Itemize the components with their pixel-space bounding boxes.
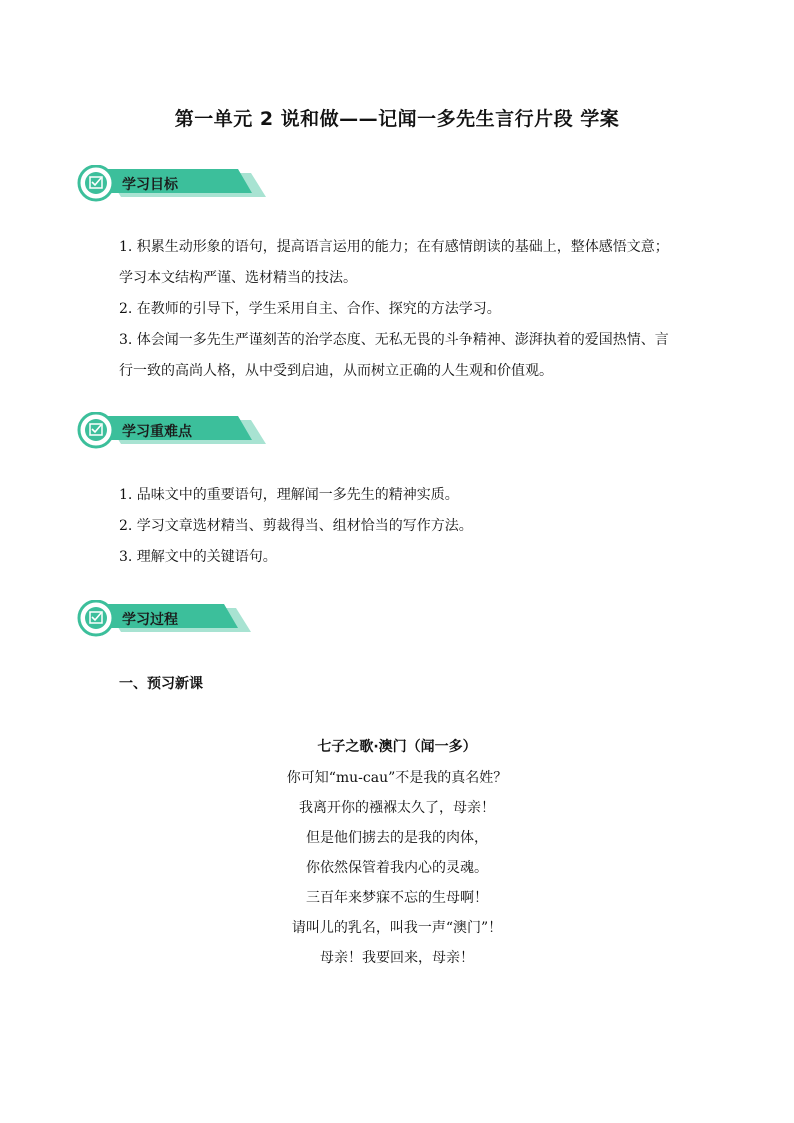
poem-line: 你可知“mu-cau”不是我的真名姓？ bbox=[286, 770, 508, 786]
section-banner-key-points bbox=[76, 412, 266, 452]
poem-line: 请叫儿的乳名，叫我一声“澳门”！ bbox=[291, 920, 503, 936]
list-item: 1. 积累生动形象的语句，提高语言运用的能力；在有感情朗读的基础上，整体感悟文意；学习本文结构严谨、选材精当的技法。 bbox=[119, 239, 669, 286]
list-item: 3. 体会闻一多先生严谨刻苦的治学态度、无私无畏的斗争精神、澎湃执着的爱国热情、言行一致的高尚人格，从中受到启迪，从而树立正确的人生观和价值观。 bbox=[119, 332, 669, 379]
goals-list bbox=[119, 232, 679, 387]
poem-line: 我离开你的襁褓太久了，母亲！ bbox=[299, 800, 495, 816]
key-points-list bbox=[119, 480, 679, 573]
check-icon bbox=[76, 600, 116, 636]
poem bbox=[0, 735, 794, 973]
poem-line: 你依然保管着我内心的灵魂。 bbox=[306, 860, 488, 876]
section-subheading: 一、预习新课 bbox=[119, 676, 203, 692]
poem-line: 三百年来梦寐不忘的生母啊！ bbox=[306, 890, 488, 906]
banner-label: 学习过程 bbox=[122, 612, 178, 628]
banner-label: 学习目标 bbox=[122, 177, 178, 193]
poem-line: 但是他们掳去的是我的肉体， bbox=[306, 830, 488, 846]
list-item: 1. 品味文中的重要语句，理解闻一多先生的精神实质。 bbox=[119, 487, 459, 503]
list-item: 3. 理解文中的关键语句。 bbox=[119, 549, 277, 565]
poem-line: 母亲！我要回来，母亲！ bbox=[320, 950, 474, 966]
list-item: 2. 在教师的引导下，学生采用自主、合作、探究的方法学习。 bbox=[119, 301, 501, 317]
page-title: 第一单元 2 说和做——记闻一多先生言行片段 学案 bbox=[174, 108, 620, 130]
section-banner-goals bbox=[76, 165, 266, 205]
list-item: 2. 学习文章选材精当、剪裁得当、组材恰当的写作方法。 bbox=[119, 518, 473, 534]
check-icon bbox=[76, 412, 116, 448]
banner-label: 学习重难点 bbox=[122, 424, 192, 440]
section-banner-process bbox=[76, 600, 266, 640]
poem-title: 七子之歌·澳门（闻一多） bbox=[317, 739, 477, 755]
check-icon bbox=[76, 165, 116, 201]
